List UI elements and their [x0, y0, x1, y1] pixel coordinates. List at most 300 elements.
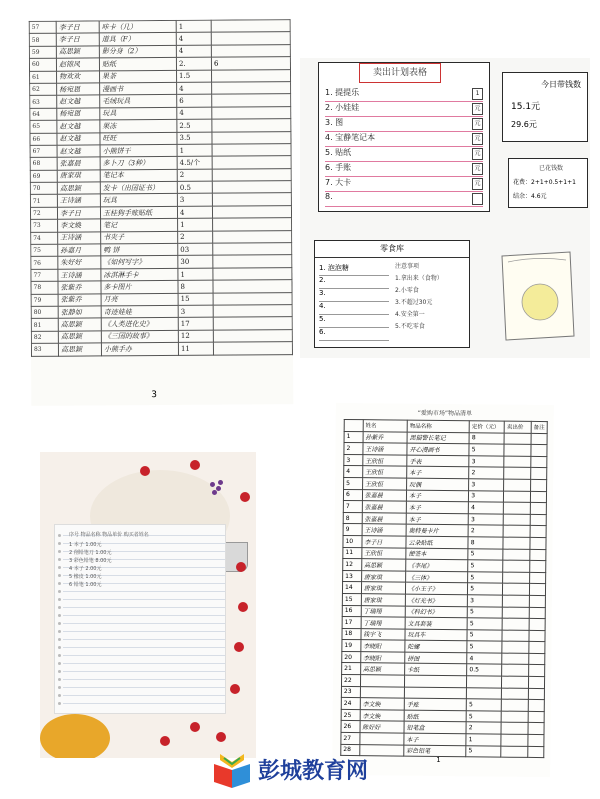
spent-line-b: 结余：4.6元 — [513, 193, 547, 200]
shopping-cell: 5 — [466, 699, 501, 711]
shopping-cell — [502, 618, 529, 630]
berry-drawing — [210, 482, 215, 487]
ledger-cell: 65 — [30, 120, 57, 133]
ledger-cell: 高思颖 — [58, 343, 101, 356]
plan-item-price: 元 — [472, 178, 483, 190]
shopping-cell — [502, 595, 529, 607]
flower-drawing — [238, 602, 248, 612]
shopping-cell: 23 — [341, 686, 360, 698]
shopping-cell — [360, 686, 404, 698]
berry-drawing — [218, 480, 223, 485]
shopping-cell: 《小王子》 — [405, 582, 467, 594]
shopping-cell: 24 — [341, 698, 360, 710]
shopping-cell — [531, 456, 547, 468]
ledger-row — [31, 342, 292, 356]
notebook-row: 6 铅笔 1.00元 — [69, 582, 102, 588]
ledger-cell: 多卜刀（3种） — [100, 157, 177, 170]
shopping-cell: 便签本 — [406, 548, 468, 560]
ledger-cell — [212, 156, 291, 169]
shopping-cell: 1 — [466, 734, 501, 746]
shopping-cell — [501, 711, 528, 723]
ledger-cell: 66 — [30, 133, 57, 146]
shopping-cell: 王欣恒 — [362, 547, 406, 559]
ledger-cell: 15 — [178, 293, 213, 306]
shopping-cell — [529, 642, 545, 654]
notebook-row: 3 彩色铅笔 8.00元 — [69, 558, 112, 564]
ledger-cell — [213, 280, 292, 293]
shopping-cell — [501, 699, 528, 711]
spent-box — [508, 158, 588, 208]
ledger-cell — [211, 32, 290, 45]
shopping-cell — [529, 607, 545, 619]
ledger-cell: 11 — [178, 342, 213, 355]
plan-item-label: 4. 宝静笔记本 — [325, 133, 376, 142]
ledger-cell — [213, 317, 292, 330]
shopping-cell: 5 — [467, 606, 502, 618]
shopping-cell — [503, 502, 530, 514]
shopping-cell: 11 — [343, 547, 362, 559]
snack-item: 2. — [319, 276, 389, 289]
flower-drawing — [190, 722, 200, 732]
plan-item-label: 8. — [325, 192, 333, 201]
plan-item-label: 1. 提提乐 — [325, 88, 360, 97]
ledger-cell: 1 — [178, 218, 213, 231]
ledger-cell: 书夹子 — [101, 231, 178, 244]
shopping-cell: 22 — [341, 675, 360, 687]
binder-hole — [58, 558, 61, 561]
ledger-cell: 3 — [177, 194, 212, 207]
shopping-cell: 王欣恒 — [362, 466, 406, 478]
ledger-cell: 1 — [177, 144, 212, 157]
snack-note: 注意事项 — [395, 263, 420, 270]
shopping-page-mark: 1 — [436, 755, 441, 764]
ledger-cell: 2. — [176, 57, 211, 70]
shopping-cell: 云朵贴纸 — [406, 536, 468, 548]
ledger-cell: 物欢欢 — [57, 70, 100, 83]
ledger-cell: 81 — [31, 319, 58, 332]
shopping-cell: 8 — [469, 432, 504, 444]
shopping-cell: 李文焕 — [360, 709, 404, 721]
ledger-cell: 62 — [30, 83, 57, 96]
ledger-cell — [213, 267, 292, 280]
shopping-cell: 《三体》 — [406, 571, 468, 583]
plan-item-price: 元 — [472, 133, 483, 145]
binder-hole — [58, 678, 61, 681]
shopping-cell: 3 — [344, 454, 363, 466]
flower-drawing — [240, 492, 250, 502]
shopping-cell — [529, 584, 545, 596]
ruled-line — [63, 703, 225, 704]
binder-hole — [58, 614, 61, 617]
watermark — [210, 748, 400, 792]
flower-drawing — [234, 642, 244, 652]
ledger-cell: 30 — [178, 256, 213, 269]
ledger-cell: 毛绒玩具 — [100, 95, 177, 108]
shopping-cell: 李文焕 — [360, 698, 404, 710]
ledger-cell: 4 — [176, 33, 211, 46]
ledger-cell: 75 — [31, 244, 58, 257]
shopping-cell — [528, 688, 544, 700]
shopping-cell: 玩具车 — [405, 629, 467, 641]
ledger-cell — [212, 193, 291, 206]
plan-item-label: 6. 手账 — [325, 163, 352, 172]
ledger-cell: 1 — [176, 20, 211, 33]
ledger-cell — [213, 218, 292, 231]
shopping-cell: 李子日 — [362, 536, 406, 548]
shopping-cell: 25 — [341, 709, 360, 721]
shopping-cell: 王诗涵 — [363, 443, 407, 455]
shopping-cell: 16 — [342, 605, 361, 617]
ledger-cell: 鸭 饼 — [101, 243, 178, 256]
shopping-cell: 黑猫警长笔记 — [407, 432, 469, 444]
sales-plan-title: 卖出计划表格 — [359, 63, 441, 83]
shopping-cell: 开心漫画书 — [407, 443, 469, 455]
ledger-cell: 李子日 — [57, 207, 100, 220]
shopping-cell: 唐家琪 — [361, 594, 405, 606]
watermark-text: 彭城教育网 — [258, 759, 369, 784]
plan-item — [325, 192, 483, 207]
shopping-cell — [360, 675, 404, 687]
shopping-cell — [502, 676, 529, 688]
shopping-cell: 13 — [343, 570, 362, 582]
ledger-cell: 高思颖 — [58, 318, 101, 331]
chip-bag-drawing — [496, 248, 578, 344]
plan-item-price: 1 — [472, 88, 483, 100]
ledger-cell: 12 — [178, 330, 213, 343]
shopping-cell: 5 — [467, 618, 502, 630]
shopping-cell — [501, 734, 528, 746]
binder-hole — [58, 606, 61, 609]
binder-hole — [58, 662, 61, 665]
ruled-line — [63, 607, 225, 608]
shopping-cell: 铅笔盒 — [404, 722, 466, 734]
ledger-cell: 4 — [177, 107, 212, 120]
shopping-list-photo — [332, 403, 554, 777]
shopping-cell: 王欣恒 — [363, 454, 407, 466]
flower-drawing — [190, 460, 200, 470]
shopping-cell — [529, 653, 545, 665]
shopping-cell: 李晓阳 — [361, 640, 405, 652]
ledger-cell: 玉桂狗手账贴纸 — [100, 206, 177, 219]
shopping-cell — [528, 723, 544, 735]
ledger-cell: 《三国的故事》 — [101, 330, 178, 343]
plan-item-price: 元 — [472, 118, 483, 130]
snack-item: 5. — [319, 315, 389, 328]
shopping-cell — [504, 491, 531, 503]
book-logo-icon — [210, 750, 256, 790]
ledger-cell: 6 — [177, 94, 212, 107]
shopping-cell: 5 — [466, 745, 501, 757]
shopping-cell: 玩偶 — [407, 478, 469, 490]
ledger-cell: 冰淇淋手卡 — [101, 268, 178, 281]
shopping-cell: 18 — [342, 628, 361, 640]
ledger-cell: 70 — [30, 182, 57, 195]
snack-item: 4. — [319, 302, 389, 315]
ledger-cell: 《如何写字》 — [101, 256, 178, 269]
binder-hole — [58, 702, 61, 705]
shopping-cell — [528, 711, 544, 723]
ledger-cell: 3 — [178, 305, 213, 318]
ledger-cell: 杨宛恩 — [57, 108, 100, 121]
shopping-cell: 27 — [341, 732, 360, 744]
ledger-cell: 影分身（2） — [99, 45, 176, 58]
ledger-cell: 赵文越 — [57, 145, 100, 158]
shopping-cell: 3 — [469, 490, 504, 502]
shopping-cell: 20 — [342, 651, 361, 663]
shopping-cell: 唐家琪 — [361, 582, 405, 594]
ledger-cell: 高思颖 — [57, 182, 100, 195]
shopping-cell: 张嘉晨 — [362, 489, 406, 501]
shopping-cell — [531, 445, 547, 457]
ledger-cell: 笔记本 — [100, 169, 177, 182]
ledger-page-number: 3 — [151, 390, 158, 401]
shopping-cell: 王诗涵 — [362, 524, 406, 536]
shopping-cell: 17 — [342, 617, 361, 629]
ledger-cell: 68 — [30, 158, 57, 171]
ledger-cell: 77 — [31, 269, 58, 282]
binder-hole — [58, 654, 61, 657]
ledger-cell: 8 — [178, 280, 213, 293]
ledger-cell: 03 — [178, 243, 213, 256]
shopping-cell — [530, 537, 546, 549]
shopping-cell — [528, 700, 544, 712]
shopping-cell: 4 — [344, 466, 363, 478]
shopping-cell — [530, 503, 546, 515]
ledger-cell — [212, 106, 291, 119]
ledger-cell: 71 — [30, 195, 57, 208]
ledger-cell: 高思颖 — [58, 331, 101, 344]
shopping-cell: 手账 — [404, 698, 466, 710]
ledger-cell: 4 — [176, 45, 211, 58]
snack-note: 3.不超过30元 — [395, 299, 433, 306]
shopping-cell: 2 — [344, 443, 363, 455]
snack-note: 4.安全第一 — [395, 311, 425, 318]
ledger-cell: 玩具 — [100, 107, 177, 120]
berry-drawing — [216, 486, 221, 491]
plan-photo — [300, 58, 590, 358]
ledger-cell: 奇迹娃娃 — [101, 305, 178, 318]
ruled-line — [63, 647, 225, 648]
shopping-cell: 5 — [468, 583, 503, 595]
notebook-row: 5 橡皮 1.00元 — [69, 574, 102, 580]
snack-note: 1.拿出来（食物） — [395, 275, 443, 282]
ledger-cell: 67 — [30, 145, 57, 158]
ledger-cell: 果茶 — [100, 70, 177, 83]
money-title: 今日带钱数 — [541, 80, 581, 89]
shopping-cell: 5 — [468, 571, 503, 583]
ruled-line — [63, 679, 225, 680]
shopping-header-cell: 卖出价 — [504, 421, 531, 433]
plan-item-price: 元 — [472, 163, 483, 175]
ledger-cell: 咔卡（几） — [99, 20, 176, 33]
shopping-cell — [503, 537, 530, 549]
shopping-cell: 4 — [467, 653, 502, 665]
ledger-cell: 赵文越 — [57, 132, 100, 145]
ledger-cell — [212, 205, 291, 218]
shopping-cell: 贴纸 — [404, 710, 466, 722]
shopping-cell — [503, 525, 530, 537]
shopping-cell: 5 — [466, 711, 501, 723]
shopping-cell — [529, 618, 545, 630]
ledger-cell — [213, 305, 292, 318]
shopping-cell — [504, 468, 531, 480]
ledger-cell — [212, 143, 291, 156]
shopping-cell — [530, 526, 546, 538]
ruled-line — [63, 695, 225, 696]
snack-box — [314, 240, 470, 348]
shopping-cell: 3 — [469, 479, 504, 491]
shopping-cell: 19 — [342, 640, 361, 652]
ledger-photo — [29, 19, 294, 406]
shopping-cell — [503, 514, 530, 526]
ledger-cell: 孙嘉月 — [58, 244, 101, 257]
ledger-cell: 2.5 — [177, 119, 212, 132]
spent-title: 已花钱数 — [539, 165, 564, 172]
shopping-cell: 5 — [468, 548, 503, 560]
shopping-cell — [467, 676, 502, 688]
shopping-cell: 12 — [343, 559, 362, 571]
ledger-cell: 64 — [30, 108, 57, 121]
plan-item-price: 元 — [472, 148, 483, 160]
shopping-cell: 8 — [468, 537, 503, 549]
shopping-cell — [528, 734, 544, 746]
shopping-cell: 2 — [469, 467, 504, 479]
shopping-list-title: “爱购市场”物品清单 — [417, 409, 472, 418]
plan-item-label: 7. 大卡 — [325, 178, 352, 187]
ledger-cell — [212, 94, 291, 107]
ledger-cell: 多卡图片 — [101, 281, 178, 294]
shopping-cell: 6 — [343, 489, 362, 501]
shopping-cell — [528, 746, 544, 758]
ruled-line — [63, 687, 225, 688]
shopping-header-cell: 姓名 — [363, 420, 407, 432]
shopping-header-cell: 物品名称 — [407, 420, 469, 432]
ledger-cell: 4 — [177, 206, 212, 219]
snack-title: 零食库 — [315, 241, 469, 258]
ledger-cell — [212, 168, 291, 181]
shopping-cell: 本子 — [406, 513, 468, 525]
binder-hole — [58, 590, 61, 593]
ledger-cell: 80 — [31, 306, 58, 319]
binder-hole — [58, 542, 61, 545]
ruled-line — [63, 671, 225, 672]
shopping-cell: 21 — [342, 663, 361, 675]
notebook-header: 序号 物品名称 物品单价 购买者姓名 — [69, 532, 149, 538]
shopping-cell — [503, 583, 530, 595]
ledger-cell — [212, 69, 291, 82]
shopping-cell: 10 — [343, 535, 362, 547]
shopping-cell — [501, 746, 528, 758]
shopping-header-cell: 定价（元） — [469, 421, 504, 433]
shopping-cell — [529, 665, 545, 677]
ledger-cell: 王诗涵 — [57, 194, 100, 207]
binder-hole — [58, 534, 61, 537]
ledger-cell: 小熊手办 — [101, 343, 178, 356]
shopping-cell: 孙紫乔 — [363, 431, 407, 443]
shopping-cell: 4 — [469, 502, 504, 514]
notebook-row: 1 本子 1.00元 — [69, 542, 102, 548]
ledger-cell: 57 — [29, 21, 56, 34]
money-box — [502, 72, 588, 142]
shopping-cell — [501, 723, 528, 735]
snack-item: 6. — [319, 328, 389, 341]
berry-drawing — [212, 490, 217, 495]
money-amount-a: 15.1元 — [511, 102, 541, 112]
ledger-cell: 赵锦风 — [56, 58, 99, 71]
plan-item — [325, 147, 483, 162]
shopping-cell — [404, 687, 466, 699]
ledger-cell: 1.5 — [177, 70, 212, 83]
ledger-cell: 李文焕 — [58, 219, 101, 232]
plan-item — [325, 117, 483, 132]
shopping-cell: 5 — [467, 641, 502, 653]
shopping-cell: 1 — [344, 431, 363, 443]
shopping-cell: 2 — [466, 722, 501, 734]
ledger-cell: 果冻 — [100, 120, 177, 133]
ledger-cell: 0.5 — [177, 181, 212, 194]
shopping-cell — [467, 687, 502, 699]
ledger-cell: 4 — [177, 82, 212, 95]
binder-hole — [58, 646, 61, 649]
ruled-line — [63, 599, 225, 600]
shopping-cell: 7 — [343, 501, 362, 513]
shopping-cell: 奥特曼卡片 — [406, 524, 468, 536]
ledger-cell: 高思颖 — [56, 46, 99, 59]
binder-hole — [58, 638, 61, 641]
shopping-cell — [502, 630, 529, 642]
shopping-cell: 手表 — [407, 455, 469, 467]
ledger-cell — [213, 243, 292, 256]
binder-hole — [58, 630, 61, 633]
ledger-cell: 张紫乔 — [58, 281, 101, 294]
shopping-cell: 张嘉晨 — [362, 501, 406, 513]
ledger-cell: 1 — [178, 268, 213, 281]
shopping-cell — [502, 653, 529, 665]
plan-item-label: 2. 小娃娃 — [325, 103, 360, 112]
shopping-cell: 陈好好 — [360, 721, 404, 733]
shopping-cell: 本子 — [406, 501, 468, 513]
binder-hole — [58, 598, 61, 601]
ledger-cell: 赵文越 — [57, 95, 100, 108]
ledger-cell: 82 — [31, 331, 58, 344]
ledger-cell: 73 — [31, 219, 58, 232]
ledger-cell: 发卡（出国证书） — [100, 181, 177, 194]
binder-hole — [58, 550, 61, 553]
flower-drawing — [230, 684, 240, 694]
ledger-cell: 2 — [177, 169, 212, 182]
ledger-cell: 张紫乔 — [58, 294, 101, 307]
ledger-cell — [212, 131, 291, 144]
shopping-cell — [404, 675, 466, 687]
shopping-cell: 本子 — [404, 733, 466, 745]
shopping-cell: 李晓阳 — [360, 652, 404, 664]
binder-hole — [58, 582, 61, 585]
notebook-row: 2 削铅笔刀 1.00元 — [69, 550, 112, 556]
shopping-cell — [504, 433, 531, 445]
ledger-cell: 76 — [31, 257, 58, 270]
plan-item — [325, 132, 483, 147]
ledger-cell — [212, 119, 291, 132]
ledger-cell: 58 — [29, 34, 56, 47]
ledger-cell: 59 — [29, 46, 56, 59]
shopping-cell: 拼图 — [405, 652, 467, 664]
plan-item-label: 3. 图 — [325, 118, 344, 127]
shopping-cell: 高思颖 — [361, 559, 405, 571]
ruled-line — [63, 655, 225, 656]
ledger-cell: 63 — [30, 96, 57, 109]
shopping-cell: 28 — [341, 744, 360, 756]
notebook-photo — [40, 452, 256, 758]
